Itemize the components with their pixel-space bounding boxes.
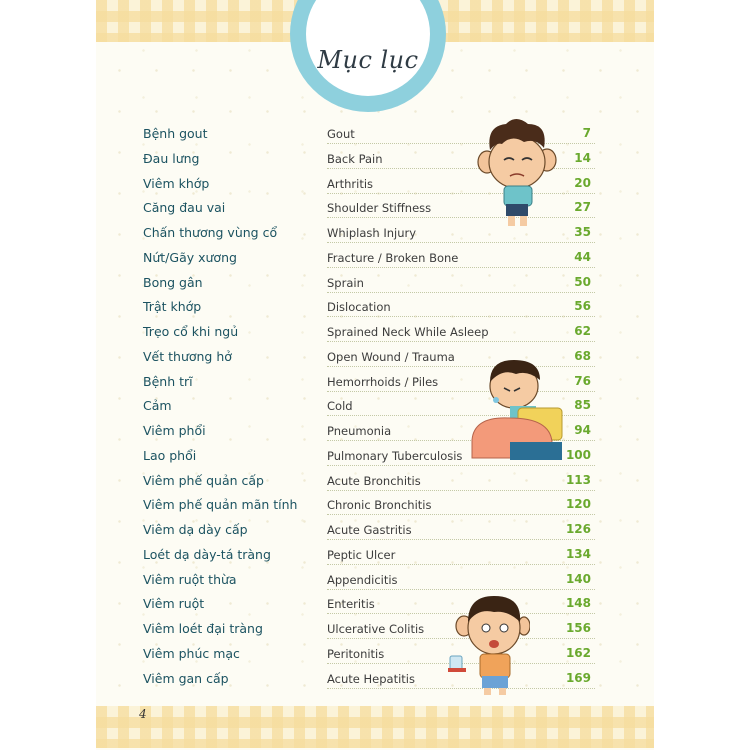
toc-row[interactable]: [0, 570, 750, 592]
toc-row[interactable]: [0, 248, 750, 270]
toc-vietnamese-title: Cảm: [143, 398, 172, 414]
toc-row[interactable]: [0, 520, 750, 542]
toc-row[interactable]: [0, 421, 750, 443]
toc-vietnamese-title: Viêm dạ dày cấp: [143, 522, 248, 537]
toc-row[interactable]: [0, 174, 750, 196]
toc-dot-leader: [327, 490, 595, 491]
toc-page-number: 162: [565, 645, 591, 660]
toc-vietnamese-title: Viêm phổi: [143, 423, 206, 438]
toc-page-number: 94: [574, 423, 591, 437]
toc-english-title: Sprain: [327, 275, 364, 290]
toc-vietnamese-title: Nứt/Gãy xương: [143, 249, 237, 265]
toc-row[interactable]: [0, 149, 750, 171]
toc-row[interactable]: [0, 322, 750, 344]
toc-dot-leader: [327, 514, 595, 515]
toc-vietnamese-title: Bệnh trĩ: [143, 373, 193, 389]
toc-page-number: 50: [574, 274, 591, 289]
toc-english-title: Shoulder Stiffness: [327, 201, 432, 216]
toc-english-title: Gout: [327, 127, 355, 141]
toc-row[interactable]: [0, 446, 750, 468]
toc-english-title: Arthritis: [327, 176, 374, 191]
page-number: 4: [139, 707, 147, 721]
toc-page-number: 20: [574, 175, 591, 190]
toc-english-title: Pneumonia: [327, 424, 392, 438]
toc-row[interactable]: [0, 396, 750, 418]
toc-english-title: Peptic Ulcer: [327, 547, 396, 562]
toc-vietnamese-title: Viêm gan cấp: [143, 670, 229, 686]
boy-in-bed-illustration: [470, 358, 566, 468]
toc-page-number: 140: [565, 571, 591, 586]
toc-english-title: Sprained Neck While Asleep: [327, 325, 489, 339]
toc-vietnamese-title: Viêm ruột: [143, 596, 205, 612]
toc-english-title: Hemorrhoids / Piles: [327, 374, 439, 389]
toc-vietnamese-title: Viêm khớp: [143, 175, 210, 191]
toc-dot-leader: [327, 267, 595, 268]
toc-page-number: 134: [565, 546, 591, 561]
boy-back-pain-illustration: [476, 116, 560, 228]
toc-row[interactable]: [0, 644, 750, 666]
toc-row[interactable]: [0, 594, 750, 616]
bottom-checkered-band: [96, 706, 654, 748]
toc-row[interactable]: [0, 347, 750, 369]
toc-page-number: 14: [574, 150, 591, 165]
toc-vietnamese-title: Viêm ruột thừa: [143, 571, 237, 587]
toc-page-number: 85: [574, 398, 591, 413]
toc-english-title: Fracture / Broken Bone: [327, 250, 459, 265]
toc-dot-leader: [327, 316, 595, 317]
toc-dot-leader: [327, 564, 595, 565]
toc-dot-leader: [327, 242, 595, 243]
toc-vietnamese-title: Loét dạ dày-tá tràng: [143, 546, 271, 562]
toc-english-title: Dislocation: [327, 300, 391, 315]
toc-vietnamese-title: Viêm phúc mạc: [143, 645, 240, 661]
toc-row[interactable]: [0, 619, 750, 641]
toc-vietnamese-title: Bong gân: [143, 274, 203, 290]
toc-vietnamese-title: Lao phổi: [143, 447, 197, 463]
toc-page-number: 120: [565, 497, 591, 512]
toc-english-title: Enteritis: [327, 597, 375, 612]
toc-dot-leader: [327, 292, 595, 293]
toc-page-number: 27: [574, 200, 591, 215]
toc-page-number: 113: [565, 472, 591, 487]
toc-english-title: Acute Hepatitis: [327, 671, 415, 686]
toc-row[interactable]: [0, 124, 750, 146]
toc-page-number: 156: [565, 621, 591, 635]
toc-english-title: Whiplash Injury: [327, 226, 417, 240]
toc-english-title: Acute Gastritis: [327, 523, 412, 537]
toc-english-title: Appendicitis: [327, 572, 398, 587]
boy-stomach-ache-illustration: [446, 592, 530, 696]
toc-vietnamese-title: Trật khớp: [143, 299, 202, 315]
toc-english-title: Peritonitis: [327, 646, 385, 661]
toc-vietnamese-title: Chấn thương vùng cổ: [143, 225, 278, 240]
toc-vietnamese-title: Vết thương hở: [143, 348, 232, 364]
toc-dot-leader: [327, 341, 595, 342]
toc-row[interactable]: [0, 495, 750, 517]
toc-page-number: 148: [565, 596, 591, 611]
toc-vietnamese-title: Viêm loét đại tràng: [143, 621, 263, 636]
toc-dot-leader: [327, 589, 595, 590]
toc-page-number: 100: [565, 447, 591, 462]
toc-page-number: 169: [565, 670, 591, 685]
page-title: Mục lục: [317, 46, 419, 74]
toc-page-number: 7: [582, 126, 591, 140]
toc-english-title: Back Pain: [327, 151, 383, 166]
toc-english-title: Pulmonary Tuberculosis: [327, 448, 463, 463]
toc-vietnamese-title: Viêm phế quản cấp: [143, 472, 264, 488]
toc-row[interactable]: [0, 669, 750, 691]
toc-page-number: 76: [574, 373, 591, 388]
toc-vietnamese-title: Bệnh gout: [143, 126, 208, 141]
toc-dot-leader: [327, 539, 595, 540]
toc-page-number: 56: [574, 299, 591, 314]
toc-row[interactable]: [0, 223, 750, 245]
toc-page-number: 68: [574, 348, 591, 363]
toc-vietnamese-title: Đau lưng: [143, 150, 200, 166]
toc-row[interactable]: [0, 471, 750, 493]
toc-english-title: Chronic Bronchitis: [327, 498, 432, 513]
toc-page-number: 44: [574, 249, 591, 264]
toc-row[interactable]: [0, 198, 750, 220]
toc-english-title: Ulcerative Colitis: [327, 622, 425, 636]
toc-vietnamese-title: Căng đau vai: [143, 200, 226, 216]
toc-page-number: 126: [565, 522, 591, 536]
toc-row[interactable]: [0, 545, 750, 567]
title-badge-inner: [306, 0, 430, 96]
toc-page-number: 62: [574, 324, 591, 338]
toc-vietnamese-title: Trẹo cổ khi ngủ: [143, 324, 239, 339]
toc-english-title: Cold: [327, 399, 353, 414]
toc-english-title: Acute Bronchitis: [327, 473, 421, 488]
toc-vietnamese-title: Viêm phế quản mãn tính: [143, 497, 298, 513]
toc-row[interactable]: [0, 372, 750, 394]
toc-row[interactable]: [0, 273, 750, 295]
toc-row[interactable]: [0, 297, 750, 319]
toc-english-title: Open Wound / Trauma: [327, 349, 455, 364]
toc-page-number: 35: [574, 225, 591, 239]
